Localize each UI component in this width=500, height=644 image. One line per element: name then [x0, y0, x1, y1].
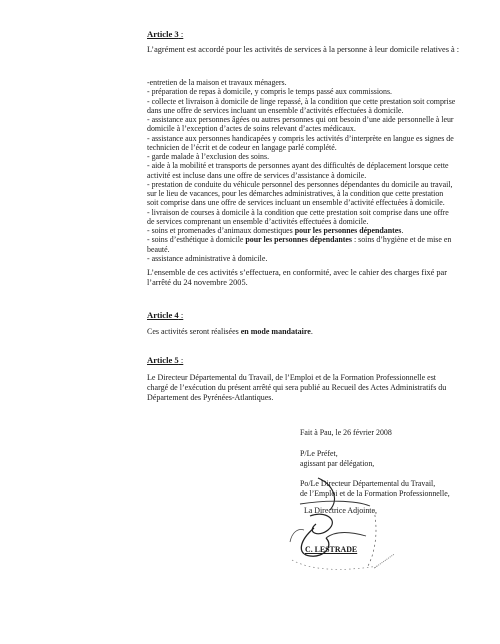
activity-text: - assistance aux personnes âgées ou autres personnes qui ont besoin d’une aide personnelle à leur [147, 115, 454, 124]
activity-line [147, 189, 455, 198]
activity-line [147, 245, 455, 254]
article-3-heading: Article 3 : [147, 29, 184, 39]
activity-text: - livraison de courses à domicile à la condition que cette prestation soit comprise dans une offre [147, 207, 449, 217]
director-line-2: de l’Emploi et de la Formation Professionnelle, [300, 489, 450, 498]
activity-text: - garde malade à l’exclusion des soins. [147, 152, 270, 161]
article-5-line-3: Département des Pyrénées-Atlantiques. [147, 393, 274, 402]
handwritten-signature [270, 470, 400, 590]
activity-line [147, 208, 455, 217]
activity-text: domicile à l’exception d’actes de soins relevant d’actes médicaux. [147, 124, 356, 134]
activity-line [147, 134, 455, 143]
activity-line [147, 171, 455, 180]
activity-line [147, 97, 455, 106]
conformity-line-2: l’arrêté du 24 novembre 2005. [147, 278, 248, 287]
activity-text: technicien de l’écrit et de codeur en langage parlé complété. [147, 142, 337, 152]
activity-line [147, 106, 455, 115]
article-5-heading: Article 5 : [147, 355, 184, 365]
activity-text: - soins et promenades d’animaux domestiques [147, 226, 295, 235]
activity-line [147, 115, 455, 124]
activity-text: beauté. [147, 244, 170, 254]
activity-text: - prestation de conduite du véhicule personnel des personnes dépendantes du domicile au travail, [147, 179, 453, 189]
prefet-line: P/Le Préfet, [300, 449, 338, 458]
activity-text: - soins d’esthétique à domicile [147, 235, 246, 245]
place-date: Fait à Pau, le 26 février 2008 [300, 428, 392, 437]
activity-line [147, 161, 455, 170]
activity-text: - collecte et livraison à domicile de linge repassé, à la condition que cette prestation soit comprise [147, 96, 456, 106]
article-5-line-2: chargé de l’exécution du présent arrêté qui sera publié au Recueil des Actes Administratifs du [147, 383, 447, 392]
article-4-heading: Article 4 : [147, 310, 184, 320]
activity-line [147, 235, 455, 244]
article-5-line-1: Le Directeur Départemental du Travail, de l’Emploi et de la Formation Professionnelle est [147, 373, 437, 382]
activity-text: - aide à la mobilité et transports de personnes ayant des difficultés de déplacement lorsque cette [147, 161, 449, 171]
activity-line [147, 124, 455, 133]
article-4-text: Ces activités seront réalisées en mode mandataire. [147, 327, 313, 336]
director-line-1: Po/Le Directeur Départemental du Travail, [300, 479, 436, 488]
signatory-name: C. LESTRADE [305, 545, 358, 554]
activity-text: dans une offre de services incluant un ensemble d’activités effectuées à domicile. [147, 105, 404, 115]
activity-line [147, 152, 455, 161]
activity-line [147, 143, 455, 152]
activity-line [147, 180, 455, 189]
conformity-paragraph [147, 268, 447, 288]
activity-text: sur le lieu de vacances, pour les démarches administratives, à la condition que cette prestation [147, 189, 444, 198]
activity-line [147, 217, 455, 226]
activity-emphasis: pour les personnes dépendantes [245, 235, 353, 245]
activity-line [147, 87, 455, 96]
activity-text: - préparation de repas à domicile, y compris le temps passé aux commissions. [147, 87, 392, 97]
activity-text: : soins d’hygiène et de mise en [352, 235, 452, 245]
activity-text: soit comprise dans une offre de services incluant un ensemble d’activité effectuées à domicile. [147, 198, 445, 208]
activity-text: de services comprenant un ensemble d’activités effectuées à domicile. [147, 216, 369, 226]
activity-text: - assistance aux personnes handicapées y compris les activités d’interprète en langue es signes de [147, 133, 454, 143]
activity-line [147, 198, 455, 207]
activity-line [147, 78, 455, 87]
activity-text: activité est incluse dans une offre de services d’assistance à domicile. [147, 170, 367, 180]
article-5-text [147, 373, 446, 403]
activity-list [147, 78, 455, 263]
activity-text: . [401, 226, 404, 235]
conformity-line-1: L’ensemble de ces activités s’effectuera, en conformité, avec le cahier des charges fixé par [147, 268, 448, 277]
activity-line [147, 254, 455, 263]
deputy-line: La Directrice Adjointe, [304, 506, 377, 515]
activity-text: -entretien de la maison et travaux ménagers. [147, 78, 287, 87]
article-3-intro: L’agrément est accordé pour les activités de services à la personne à leur domicile relatives à : [147, 45, 460, 54]
activity-line [147, 226, 455, 235]
activity-emphasis: pour les personnes dépendantes [294, 226, 402, 235]
delegation-line: agissant par délégation, [300, 459, 375, 468]
activity-text: - assistance administrative à domicile. [147, 253, 268, 263]
